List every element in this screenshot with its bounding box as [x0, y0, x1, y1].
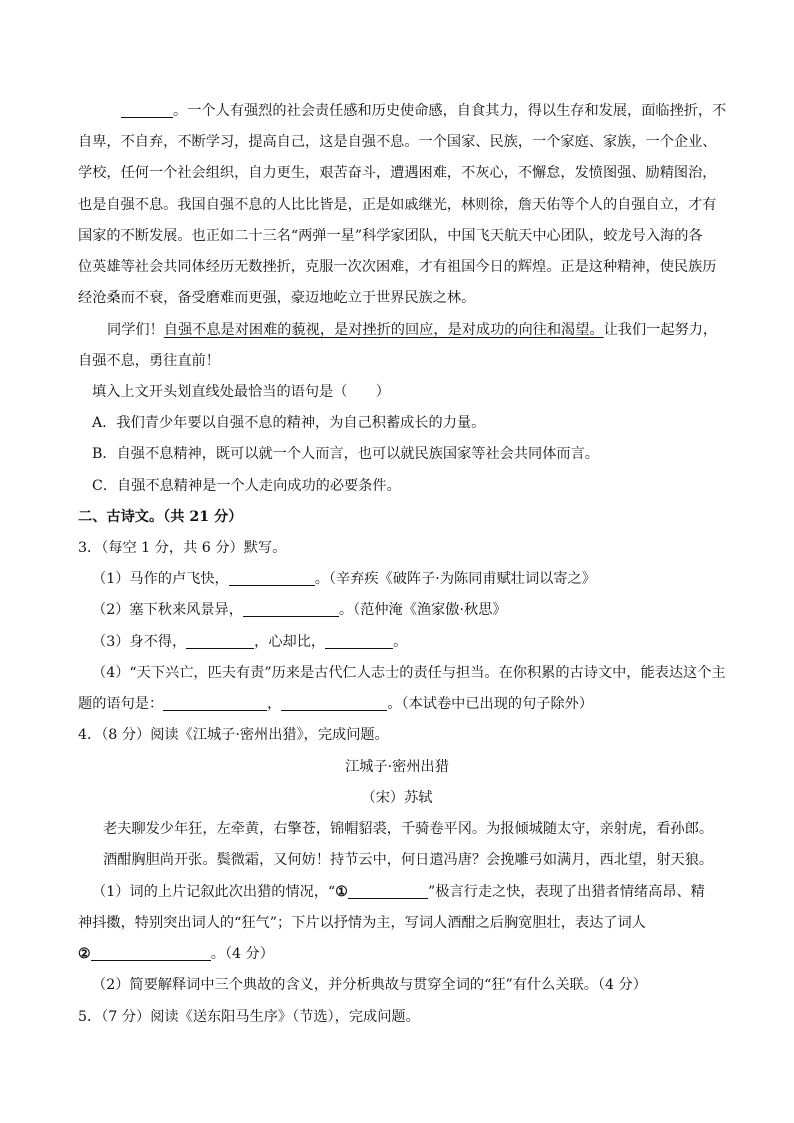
underlined-sentence: 自强不息是对困难的藐视，是对挫折的回应，是对成功的向往和渴望。 — [163, 322, 604, 338]
question-stem: 3．（每空 1 分，共 6 分）默写。 — [78, 540, 287, 556]
answer-blank[interactable] — [281, 695, 387, 711]
answer-blank[interactable] — [325, 633, 393, 649]
passage-line: 经沧桑而不衰，备受磨难而更强，豪迈地屹立于世界民族之林。 — [78, 290, 476, 306]
passage-line: 。一个人有强烈的社会责任感和历史使命感，自食其力，得以生存和发展，面临挫折，不 — [121, 101, 726, 121]
passage-line: 自卑，不自弃，不断学习，提高自己，这是自强不息。一个国家、民族，一个家庭、家族，一个企业、 — [78, 134, 717, 150]
poem-author: （宋）苏轼 — [361, 790, 433, 806]
answer-blank[interactable] — [348, 883, 428, 899]
answer-blank[interactable] — [243, 601, 339, 617]
circled-number-2: ② — [78, 946, 91, 962]
question-item: （1）词的上片记叙此次出猎的情况，“① ”极言行走之快，表现了出猎者情绪高昂、精 — [92, 884, 705, 900]
question-item: 题的语句是： ， 。（本试卷中已出现的句子除外） — [78, 696, 594, 712]
passage-line: 国家的不断发展。也正如二十三名“两弹一星”科学家团队，中国飞天航天中心团队，蛟龙号入海的各 — [78, 228, 703, 244]
question-stem: 5．（7 分）阅读《送东阳马生序》（节选），完成问题。 — [78, 1009, 420, 1025]
question-item: （3）身不得， ，心却比， 。 — [92, 634, 408, 650]
passage-line: 同学们！自强不息是对困难的藐视，是对挫折的回应，是对成功的向往和渴望。让我们一起努力， — [107, 322, 718, 338]
question-stem: 填入上文开头划直线处最恰当的语句是（ ） — [92, 384, 390, 400]
option-b[interactable]: B．自强不息精神，既可以就一个人而言，也可以就民族国家等社会共同体而言。 — [92, 446, 599, 462]
passage-line: 位英雄等社会共同体经历无数挫折，克服一次次困难，才有祖国今日的辉煌。正是这种精神，使民族历 — [78, 259, 717, 275]
question-item: （4）“天下兴亡，匹夫有责”历来是古代仁人志士的责任与担当。在你积累的古诗文中，能表达这个主 — [92, 665, 726, 681]
question-item: 神抖擞，特别突出词人的“狂气”；下片以抒情为主，写词人酒酣之后胸宽胆壮，表达了词人 — [78, 915, 646, 931]
question-item: （1）马作的卢飞快， 。（辛弃疾《破阵子·为陈同甫赋壮词以寄之》 — [92, 571, 596, 587]
answer-blank[interactable] — [163, 695, 267, 711]
circled-number-1: ① — [335, 884, 349, 900]
passage-line: 自强不息，勇往直前！ — [78, 353, 220, 369]
answer-blank[interactable] — [91, 945, 211, 961]
question-item: ② 。（4 分） — [78, 946, 274, 962]
poem-title: 江城子·密州出猎 — [345, 759, 449, 775]
question-stem: 4．（8 分）阅读《江城子·密州出猎》，完成问题。 — [78, 727, 389, 743]
passage-line: 也是自强不息。我国自强不息的人比比皆是，正是如戚继光，林则徐，詹天佑等个人的自强自立，才有 — [78, 197, 717, 213]
option-a[interactable]: A．我们青少年要以自强不息的精神，为自己积蓄成长的力量。 — [92, 415, 486, 431]
answer-blank[interactable] — [186, 633, 254, 649]
poem-line: 老夫聊发少年狂，左牵黄，右擎苍，锦帽貂裘，千骑卷平冈。为报倾城随太守，亲射虎，看孙郎。 — [103, 821, 714, 837]
poem-line: 酒酣胸胆尚开张。鬓微霜，又何妨！持节云中，何日遣冯唐？会挽雕弓如满月，西北望，射天狼。 — [103, 852, 714, 868]
section-title: 二、古诗文。（共 21 分） — [78, 509, 243, 525]
option-c[interactable]: C．自强不息精神是一个人走向成功的必要条件。 — [92, 478, 401, 494]
passage-line: 学校，任何一个社会组织，自力更生，艰苦奋斗，遭遇困难，不灰心，不懈怠，发愤图强、励精图治， — [78, 165, 717, 181]
answer-blank[interactable] — [229, 570, 315, 586]
answer-blank[interactable] — [121, 102, 173, 118]
question-item: （2）简要解释词中三个典故的含义，并分析典故与贯穿全词的“狂”有什么关联。（4 分） — [92, 977, 647, 993]
question-item: （2）塞下秋来风景异， 。（范仲淹《渔家傲·秋思》 — [92, 602, 507, 618]
